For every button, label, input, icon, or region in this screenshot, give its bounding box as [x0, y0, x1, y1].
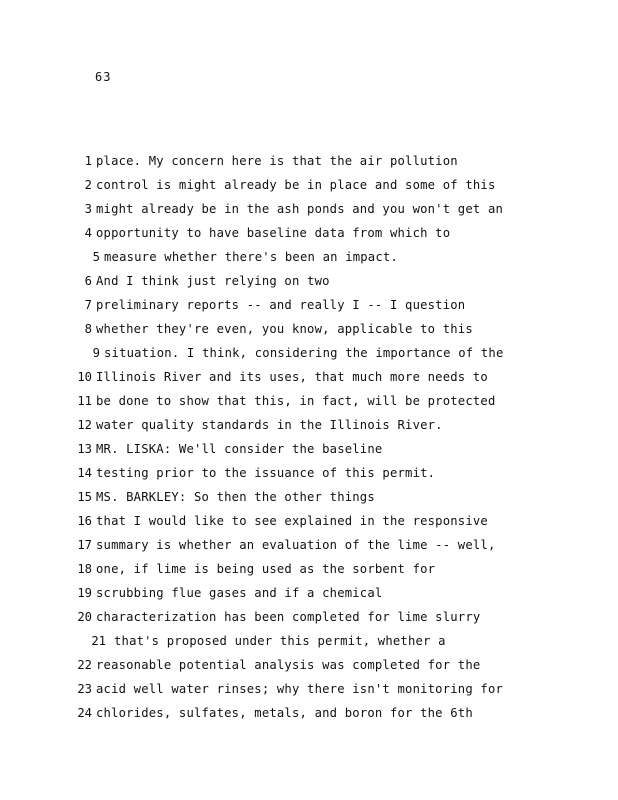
transcript-line — [0, 248, 618, 272]
transcript-line — [0, 224, 618, 248]
line-text: control is might already be in place and some of this — [96, 178, 496, 192]
line-number: 23 — [77, 682, 92, 696]
line-text: characterization has been completed for lime slurry — [96, 610, 481, 624]
transcript-line — [0, 416, 618, 440]
line-text: water quality standards in the Illinois River. — [96, 418, 443, 432]
line-text: MS. BARKLEY: So then the other things — [96, 490, 375, 504]
line-number: 13 — [77, 442, 92, 456]
line-number: 1 — [84, 154, 92, 168]
line-text: one, if lime is being used as the sorbent for — [96, 562, 436, 576]
transcript-line — [0, 584, 618, 608]
transcript-line — [0, 392, 618, 416]
line-text: MR. LISKA: We'll consider the baseline — [96, 442, 383, 456]
transcript-line — [0, 320, 618, 344]
line-text: place. My concern here is that the air pollution — [96, 154, 458, 168]
line-number: 4 — [84, 226, 92, 240]
line-text: Illinois River and its uses, that much more needs to — [96, 370, 488, 384]
line-text: whether they're even, you know, applicable to this — [96, 322, 473, 336]
transcript-line — [0, 176, 618, 200]
line-number: 14 — [77, 466, 92, 480]
transcript-lines — [0, 152, 618, 728]
transcript-line — [0, 440, 618, 464]
line-number: 19 — [77, 586, 92, 600]
line-number: 17 — [77, 538, 92, 552]
transcript-line — [0, 656, 618, 680]
line-number: 2 — [84, 178, 92, 192]
line-text: be done to show that this, in fact, will be protected — [96, 394, 496, 408]
transcript-line — [0, 536, 618, 560]
transcript-line — [0, 560, 618, 584]
line-number: 11 — [77, 394, 92, 408]
transcript-line — [0, 296, 618, 320]
line-text: acid well water rinses; why there isn't monitoring for — [96, 682, 504, 696]
line-number: 16 — [77, 514, 92, 528]
page-number: 63 — [95, 70, 112, 84]
transcript-line — [0, 608, 618, 632]
line-number: 8 — [84, 322, 92, 336]
transcript-line — [0, 344, 618, 368]
line-text: that's proposed under this permit, whether a — [114, 634, 446, 648]
line-number: 21 — [91, 634, 106, 648]
transcript-line — [0, 632, 618, 656]
line-number: 5 — [92, 250, 100, 264]
line-number: 20 — [77, 610, 92, 624]
line-number: 9 — [92, 346, 100, 360]
line-number: 3 — [84, 202, 92, 216]
line-text: that I would like to see explained in the responsive — [96, 514, 488, 528]
transcript-line — [0, 152, 618, 176]
line-text: summary is whether an evaluation of the lime -- well, — [96, 538, 496, 552]
line-text: testing prior to the issuance of this permit. — [96, 466, 436, 480]
line-number: 24 — [77, 706, 92, 720]
line-text: might already be in the ash ponds and you won't get an — [96, 202, 504, 216]
line-number: 22 — [77, 658, 92, 672]
line-number: 6 — [84, 274, 92, 288]
transcript-line — [0, 680, 618, 704]
line-number: 10 — [77, 370, 92, 384]
transcript-line — [0, 464, 618, 488]
line-number: 15 — [77, 490, 92, 504]
transcript-line — [0, 512, 618, 536]
line-text: situation. I think, considering the importance of the — [104, 346, 504, 360]
transcript-line — [0, 488, 618, 512]
line-text: opportunity to have baseline data from which to — [96, 226, 451, 240]
transcript-line — [0, 200, 618, 224]
transcript-line — [0, 272, 618, 296]
line-text: scrubbing flue gases and if a chemical — [96, 586, 383, 600]
transcript-line — [0, 704, 618, 728]
line-text: chlorides, sulfates, metals, and boron for the 6th — [96, 706, 473, 720]
line-number: 12 — [77, 418, 92, 432]
line-number: 18 — [77, 562, 92, 576]
line-text: reasonable potential analysis was completed for the — [96, 658, 481, 672]
line-number: 7 — [84, 298, 92, 312]
transcript-line — [0, 368, 618, 392]
line-text: measure whether there's been an impact. — [104, 250, 398, 264]
line-text: preliminary reports -- and really I -- I question — [96, 298, 466, 312]
line-text: And I think just relying on two — [96, 274, 330, 288]
